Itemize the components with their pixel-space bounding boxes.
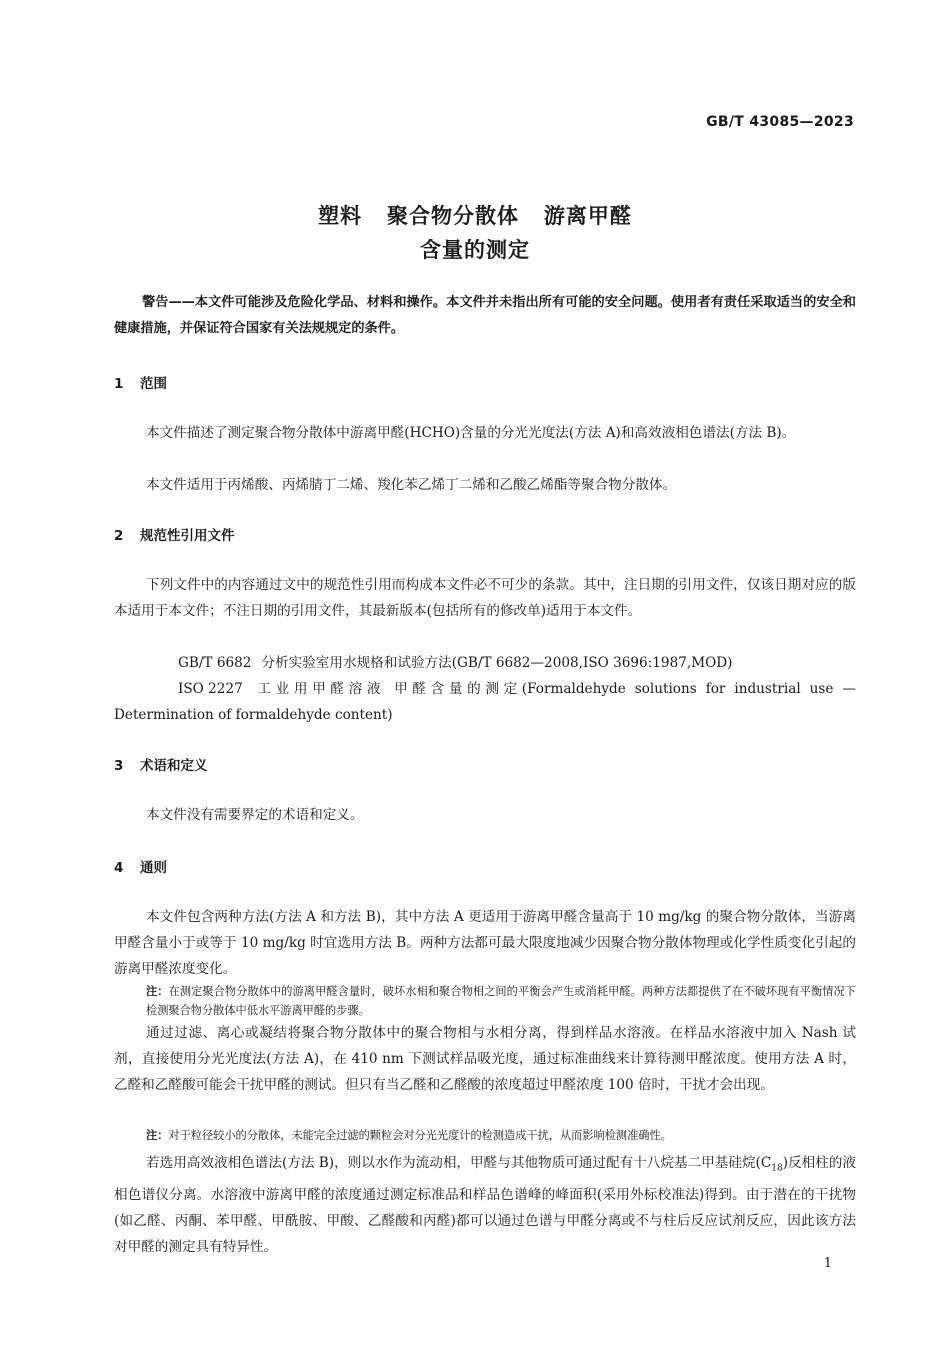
note-2 — [146, 1126, 856, 1145]
terms-paragraph: 本文件没有需要界定的术语和定义。 — [146, 807, 364, 823]
section-heading-normative-references — [114, 524, 235, 544]
note-label: 注： — [146, 1128, 169, 1142]
reference-item — [114, 650, 856, 676]
reference-code: GB/T 6682 — [178, 655, 252, 671]
section-title: 规范性引用文件 — [140, 528, 235, 544]
note-label: 注： — [146, 984, 169, 998]
section-number: 4 — [114, 860, 124, 876]
reference-text: 分析实验室用水规格和试验方法(GB/T 6682—2008,ISO 3696:1987,MOD) — [261, 655, 733, 671]
scope-paragraph-2: 本文件适用于丙烯酸、丙烯腈丁二烯、羧化苯乙烯丁二烯和乙酸乙烯酯等聚合物分散体。 — [146, 477, 677, 493]
general-paragraph-2: 通过过滤、离心或凝结将聚合物分散体中的聚合物相与水相分离，得到样品水溶液。在样品水溶液中加入 Nash 试剂，直接使用分光光度法(方法 A)，在 410 nm 下测试样品吸光度，通过标准曲线来计算待测甲醛浓度。使用方法 A 时，乙醛和乙醛酸可能会干扰甲醛的测试。但只有当乙醛和乙醛酸的浓度超过甲醛浓度 100 倍时，干扰才会出现。 — [114, 1025, 856, 1093]
document-body — [114, 290, 856, 1255]
section-heading-terms — [114, 754, 208, 774]
reference-code: ISO 2227 — [178, 681, 243, 697]
section-heading-scope — [114, 372, 167, 392]
general-paragraph-3 — [114, 1150, 856, 1260]
scope-paragraph-1: 本文件描述了测定聚合物分散体中游离甲醛(HCHO)含量的分光光度法(方法 A)和高效液相色谱法(方法 B)。 — [146, 425, 796, 441]
note-text: 在测定聚合物分散体中的游离甲醛含量时，破坏水相和聚合物相之间的平衡会产生或消耗甲醛。两种方法都提供了在不破坏现有平衡情况下检测聚合物分散体中低水平游离甲醛的步骤。 — [146, 985, 856, 1017]
standard-code: GB/T 43085—2023 — [706, 114, 854, 130]
reference-item — [114, 676, 856, 728]
general-paragraph-3-start: 若选用高效液相色谱法(方法 B)，则以水作为流动相，甲醛与其他物质可通过配有十八烷基二甲基硅烷(C — [146, 1155, 772, 1171]
note-text: 对于粒径较小的分散体，未能完全过滤的颗粒会对分光光度计的检测造成干扰，从而影响检测准确性。 — [168, 1129, 672, 1142]
note-1 — [146, 982, 856, 1020]
references-intro-paragraph: 下列文件中的内容通过文中的规范性引用而构成本文件必不可少的条款。其中，注日期的引用文件，仅该日期对应的版本适用于本文件；不注日期的引用文件，其最新版本(包括所有的修改单)适用于本文件。 — [114, 577, 856, 619]
page-number: 1 — [823, 1256, 832, 1271]
document-title-line2: 含量的测定 — [420, 238, 530, 262]
general-paragraph-1: 本文件包含两种方法(方法 A 和方法 B)，其中方法 A 更适用于游离甲醛含量高于 10 mg/kg 的聚合物分散体，当游离甲醛含量小于或等于 10 mg/kg 时宜选用方法 B。两种方法都可最大限度地减少因聚合物分散体物理或化学性质变化引起的游离甲醛浓度变化。 — [114, 909, 856, 977]
section-title: 范围 — [140, 376, 167, 392]
general-paragraph-3-end: )反相柱的液相色谱仪分离。水溶液中游离甲醛的浓度通过测定标准品和样品色谱峰的峰面积(采用外标校准法)得到。由于潜在的干扰物(如乙醛、丙酮、苯甲醛、甲酰胺、甲酸、乙醛酸和丙醛)都可以通过色谱与甲醛分离或不与柱后反应试剂反应，因此该方法对甲醛的测定具有特异性。 — [114, 1155, 856, 1255]
section-heading-general — [114, 856, 167, 876]
warning-paragraph: 警告——本文件可能涉及危险化学品、材料和操作。本文件并未指出所有可能的安全问题。使用者有责任采取适当的安全和健康措施，并保证符合国家有关法规规定的条件。 — [114, 295, 856, 336]
section-number: 3 — [114, 758, 124, 774]
section-title: 术语和定义 — [140, 758, 208, 774]
c18-subscript: 18 — [771, 1163, 783, 1174]
section-number: 2 — [114, 528, 124, 544]
section-number: 1 — [114, 376, 124, 392]
section-title: 通则 — [140, 860, 167, 876]
reference-text: 工业用甲醛溶液 甲醛含量的测定(Formaldehyde solutions for industrial use — Determination of formaldehyde content) — [114, 681, 856, 723]
document-title-line1: 塑料 聚合物分散体 游离甲醛 — [318, 204, 632, 228]
